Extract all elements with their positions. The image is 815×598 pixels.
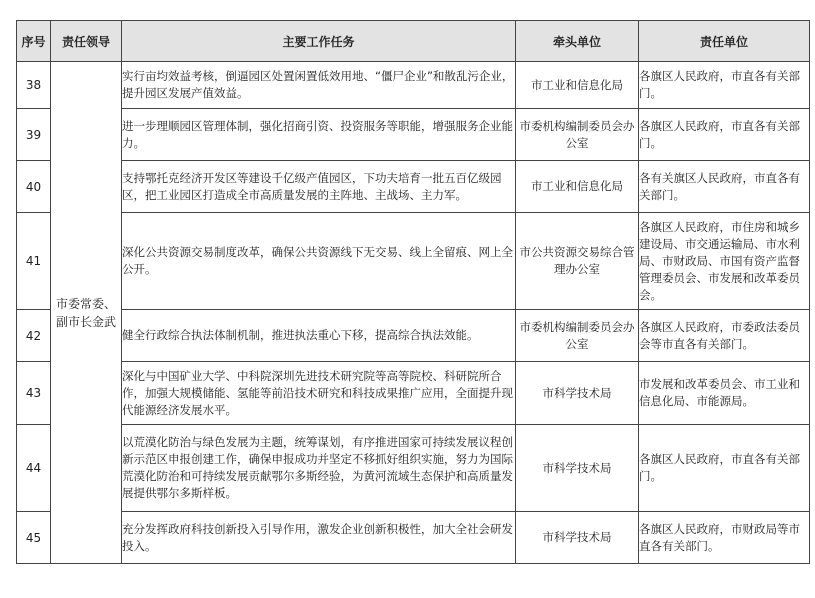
resp-unit-cell: 各旗区人民政府，市住房和城乡建设局、市交通运输局、市水利局、市财政局、市国有资产监督管理委员会、市发展和改革委员会。: [639, 213, 810, 310]
row-number: 38: [17, 62, 51, 109]
resp-unit-cell: 市发展和改革委员会、市工业和信息化局、市能源局。: [639, 362, 810, 425]
lead-unit-cell: 市委机构编制委员会办公室: [516, 310, 639, 362]
task-table: [16, 20, 810, 564]
lead-unit-cell: 市科学技术局: [516, 425, 639, 512]
table-row: [17, 425, 810, 512]
row-number: 39: [17, 109, 51, 161]
task-cell: 深化与中国矿业大学、中科院深圳先进技术研究院等高等院校、科研院所合作，加强大规模储能、氢能等前沿技术研究和科技成果推广应用，全面提升现代能源经济发展水平。: [122, 362, 516, 425]
row-number: 42: [17, 310, 51, 362]
resp-unit-cell: 各旗区人民政府，市委政法委员会等市直各有关部门。: [639, 310, 810, 362]
table-row: [17, 362, 810, 425]
task-cell: 充分发挥政府科技创新投入引导作用，激发企业创新积极性，加大全社会研发投入。: [122, 512, 516, 564]
row-number: 40: [17, 161, 51, 213]
row-number: 41: [17, 213, 51, 310]
task-cell: 进一步理顺园区管理体制，强化招商引资、投资服务等职能，增强服务企业能力。: [122, 109, 516, 161]
lead-unit-cell: 市科学技术局: [516, 512, 639, 564]
resp-unit-cell: 各旗区人民政府，市财政局等市直各有关部门。: [639, 512, 810, 564]
header-task: 主要工作任务: [122, 21, 516, 62]
header-leader: 责任领导: [51, 21, 122, 62]
task-cell: 以荒漠化防治与绿色发展为主题，统筹谋划，有序推进国家可持续发展议程创新示范区申报创建工作，确保申报成功并坚定不移抓好组织实施，努力为国际荒漠化防治和可持续发展贡献鄂尔多斯经验，为黄河流域生态保护和高质量发展提供鄂尔多斯样板。: [122, 425, 516, 512]
lead-unit-cell: 市委机构编制委员会办公室: [516, 109, 639, 161]
table-row: [17, 62, 810, 109]
resp-unit-cell: 各有关旗区人民政府，市直各有关部门。: [639, 161, 810, 213]
header-lead-unit: 牵头单位: [516, 21, 639, 62]
lead-unit-cell: 市科学技术局: [516, 362, 639, 425]
resp-unit-cell: 各旗区人民政府，市直各有关部门。: [639, 425, 810, 512]
resp-unit-cell: 各旗区人民政府，市直各有关部门。: [639, 109, 810, 161]
row-number: 44: [17, 425, 51, 512]
task-cell: 实行亩均效益考核，倒逼园区处置闲置低效用地、“僵尸企业”和散乱污企业，提升园区发展产值效益。: [122, 62, 516, 109]
lead-unit-cell: 市公共资源交易综合管理办公室: [516, 213, 639, 310]
header-seq: 序号: [17, 21, 51, 62]
task-cell: 深化公共资源交易制度改革，确保公共资源线下无交易、线上全留痕、网上全公开。: [122, 213, 516, 310]
table-row: [17, 109, 810, 161]
table-row: [17, 310, 810, 362]
task-cell: 支持鄂托克经济开发区等建设千亿级产值园区，下功夫培育一批五百亿级园区，把工业园区打造成全市高质量发展的主阵地、主战场、主力军。: [122, 161, 516, 213]
header-row: [17, 21, 810, 62]
header-resp-unit: 责任单位: [639, 21, 810, 62]
resp-unit-cell: 各旗区人民政府，市直各有关部门。: [639, 62, 810, 109]
table-row: [17, 161, 810, 213]
table-row: [17, 512, 810, 564]
lead-unit-cell: 市工业和信息化局: [516, 161, 639, 213]
table-row: [17, 213, 810, 310]
row-number: 43: [17, 362, 51, 425]
lead-unit-cell: 市工业和信息化局: [516, 62, 639, 109]
leader-cell: 市委常委、副市长金武: [51, 62, 122, 564]
row-number: 45: [17, 512, 51, 564]
task-cell: 健全行政综合执法体制机制，推进执法重心下移，提高综合执法效能。: [122, 310, 516, 362]
